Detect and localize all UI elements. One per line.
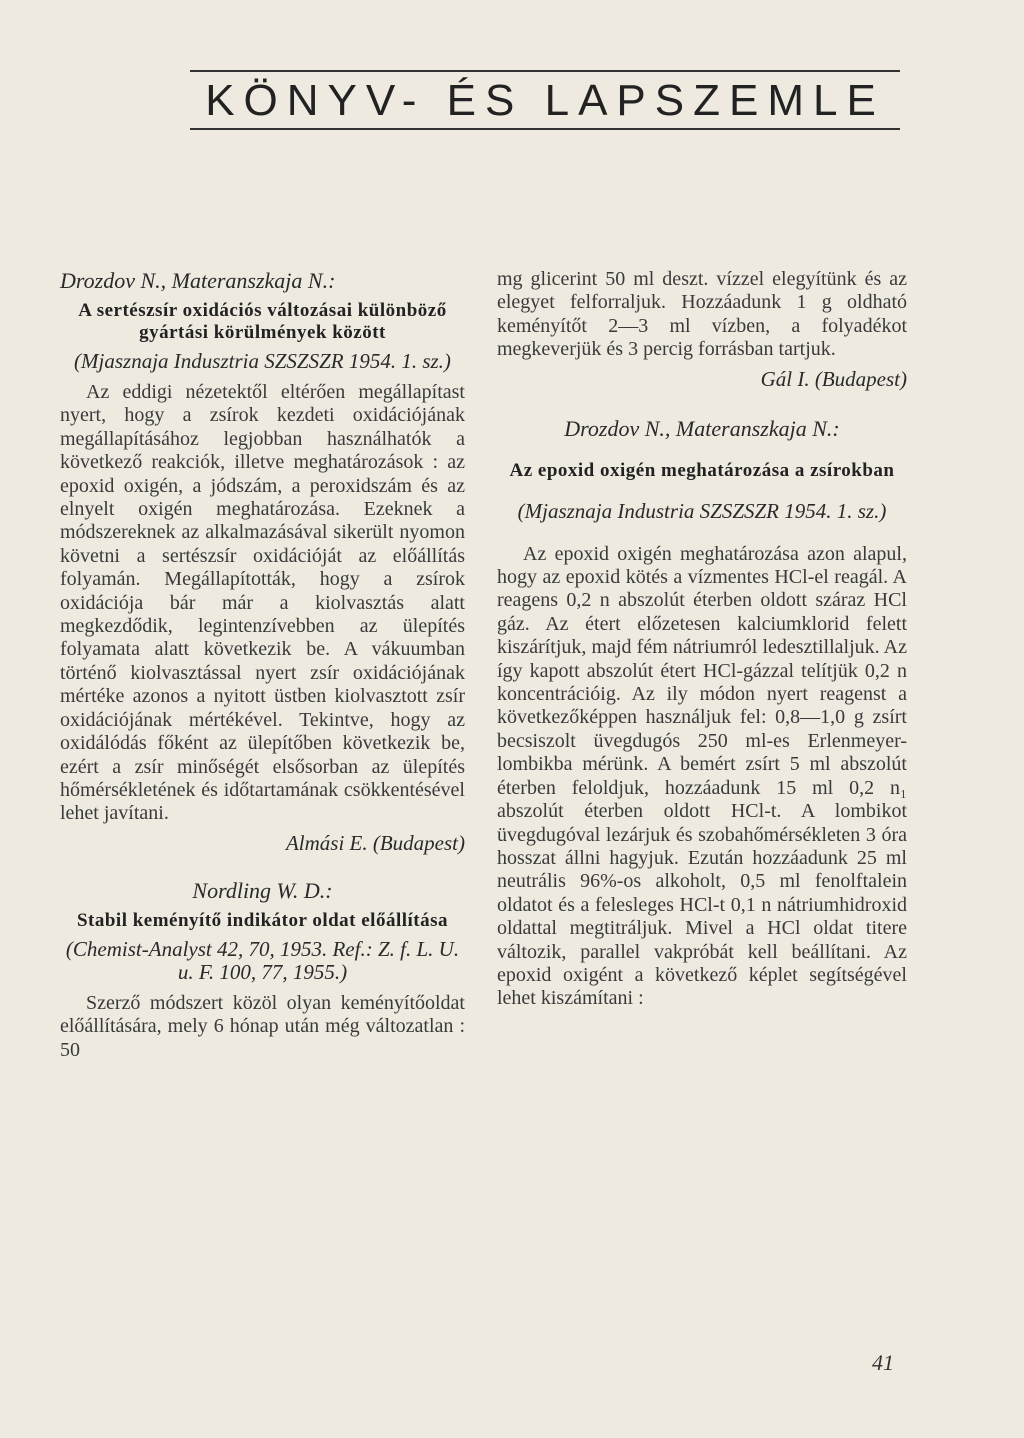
page-number: 41 xyxy=(872,1350,894,1375)
review3-authors: Drozdov N., Materanszkaja N.: xyxy=(564,415,840,441)
review2-body: Szerző módszert közöl olyan keményítőoldat előállítására, mely 6 hónap után még változatlan : 50 xyxy=(60,991,465,1061)
review2-signature: Gál I. (Budapest) xyxy=(760,366,907,391)
review2-continuation: mg glicerint 50 ml deszt. vízzel elegyítünk és az elegyet felforraljuk. Hozzáadunk 1 g oldható keményítőt 2—3 ml vízben, a folyadékot megkeverjük és 3 percig forrásban tartjuk. xyxy=(497,268,907,361)
review2-title: Stabil keményítő indikátor oldat előállítása xyxy=(76,909,449,931)
review2-source: (Chemist-Analyst 42, 70, 1953. Ref.: Z. f. L. U. u. F. 100, 77, 1955.) xyxy=(65,936,460,984)
review1-title: A sertészsír oxidációs változásai különböző gyártási körülmények között xyxy=(78,300,447,343)
review3-body: Az epoxid oxigén meghatározása azon alapul, hogy az epoxid kötés a vízmentes HCl-el reagál. A reagens 0,2 n abszolút éterben oldott száraz HCl gáz. Az étert előzetesen kalciumklorid felett kiszárítjuk, majd fém nátriumról ledesztillaljuk. Az így kapott abszolút étert HCl-gázzal telítjük 0,2 n koncentrációig. Az ily módon nyert reagenst a következőképpen használjuk fel: 0,8—1,0 g zsírt becsiszolt üvegdugós 250 ml-es Erlenmeyer-lombikba mérünk. A bemért zsírt 5 ml abszolút éterben feloldjuk, hozzáadunk 15 ml 0,2 n₁ abszolút éterben oldott HCl-t. A lombikot üvegdugóval lezárjuk és szobahőmérsékleten 3 óra hosszat állni hagyjuk. Ezután hozzáadunk 25 ml neutrális 96%-os alkoholt, 0,5 ml fenolftalein oldatot és a felesleges HCl-t 0,1 n nátriumhidroxid oldattal megtitráljuk. Mivel a HCl oldat titere változik, parallel vakpróbát kell beállítani. Az epoxid oxigént a következő képlet segítségével lehet kiszámítani : xyxy=(497,542,907,1010)
header-rule-top xyxy=(190,70,900,72)
right-column xyxy=(497,268,907,1011)
review1-signature: Almási E. (Budapest) xyxy=(285,830,465,855)
review3-title: Az epoxid oxigén meghatározása a zsírokban xyxy=(509,459,895,481)
review1-body: Az eddigi nézetektől eltérően megállapítast nyert, hogy a zsírok kezdeti oxidációjának megállapításához legjobban használhatók a következő reakciók, illetve meghatározások : az epoxid oxigén, a jódszám, a peroxidszám és az elnyelt oxigén meghatározása. Ezeknek a módszereknek az alkalmazásával sikerült nyomon követni a sertészsír oxidációját az előállítás folyamán. Megállapították, hogy a zsírok oxidációja bár már a kiolvasztás alatt megkezdődik, legintenzívebben az ülepítés folyamata alatt következik be. A vákuumban történő kiolvasztással nyert zsír oxidációjának mértéke azonos a nyitott üstben kiolvasztott zsír oxidációjának mértékével. Tekintve, hogy az oxidálódás főként az ülepítőben következik be, ezért a zsír minőségét elsősorban az ülepítés hőmérsékletének és időtartamának csökkentésével lehet javítani. xyxy=(60,381,465,825)
review2-authors: Nordling W. D.: xyxy=(192,877,333,903)
header-rule-bottom xyxy=(190,128,900,130)
left-column xyxy=(60,268,465,1062)
section-header: KÖNYV- ÉS LAPSZEMLE xyxy=(205,76,885,125)
review1-source: (Mjasznaja Indusztria SZSZSZR 1954. 1. sz.) xyxy=(74,349,451,373)
review1-authors: Drozdov N., Materanszkaja N.: xyxy=(60,268,336,293)
review3-source: (Mjasznaja Industria SZSZSZR 1954. 1. sz.) xyxy=(517,498,887,523)
